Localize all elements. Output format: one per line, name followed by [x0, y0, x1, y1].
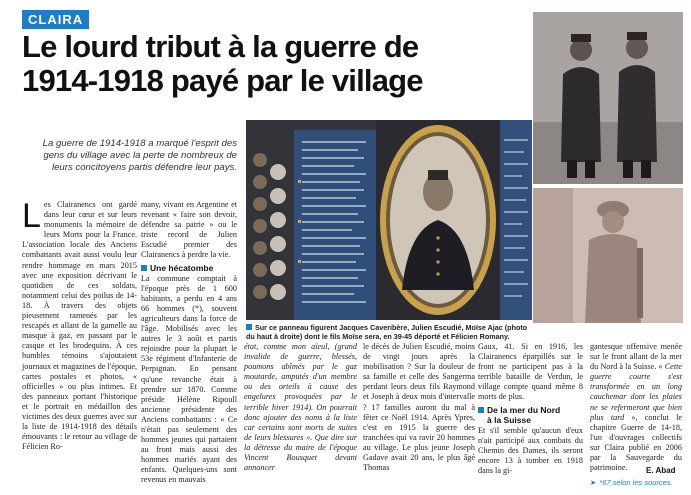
caption-text: Sur ce panneau figurent Jacques Caveribère, Julien Escudié, Moïse Ajac (photo du haut à droite) dont le fils Moïse sera, en 39-45 déporté et Félicien Romany.	[246, 323, 528, 341]
two-soldiers-photo	[533, 12, 683, 184]
column-5	[478, 342, 583, 476]
names-panel-photo	[500, 120, 532, 320]
column-2-paragraph-2: La commune comptait à l'époque près de 1 600 habitants, a perdu en 4 ans 66 hommes (*), souvent agriculteurs dans la force de l'âge. Mobilisés avec les autres le 3 août et partis rejoindre pour la plupart le 53e régiment d'Infanterie de Perpignan. En pensant qu'une revanche était à prendre sur 1870. Comme préside Hélène Ripoull ancienne présidente des Anciens combattants : « Ce n'était pas seulement des hommes jeunes qui partaient au front mais aussi des hommes mariés ayant des enfants. Quelques-uns sont revenus en mauvais	[141, 273, 237, 485]
intro-column	[22, 197, 137, 452]
article-lead: La guerre de 1914-1918 a marqué l'esprit des gens du village avec la perte de nombreux de leurs concitoyens partis défendre leur pays.	[42, 138, 237, 173]
column-6-quote: Cette guerre courte s'est transformée en un long cauchemar dont les plaies ne se refermeront que bien plus tard	[590, 362, 682, 422]
headline-line-1: Le lourd tribut à la guerre de	[22, 29, 419, 64]
memorial-panel-photo	[246, 120, 376, 320]
subhead-hecatombe	[141, 263, 237, 273]
column-5-paragraph-2: Et s'il semble qu'aucun d'eux n'ait participé aux combats du Chemin des Dames, ils seront encore 13 à tomber en 1918 dans la gi-	[478, 425, 583, 475]
intro-text: es Clairanencs ont gardé dans leur cœur et sur leurs monuments la mémoire de leurs Morts pour la France. L'association locale des Anciens combattants avait aussi voulu leur rendre hommage en mars 2015 avec une exposition décrivant le quotidien de ces soldats, notamment celui des poilus de 14-18. À travers des objets pieusement ramenés par les rescapés et allant de la gamelle au masque à gaz, en passant par le casque et les brodequins. À ces humbles témoins s'ajoutaient journaux et magazines de l'époque, cartes postales et photos, « officielles » ou plus intimes. Et des panneaux portant l'historique et le portrait en médaillon des victimes des deux guerres avec sur la liste de 1914-1918 des détails émouvants : le retour au village de Félicien Ro-	[22, 200, 137, 452]
column-2	[141, 200, 237, 486]
column-6	[590, 342, 682, 473]
headline-line-2: 1914-1918 payé par le village	[22, 63, 423, 98]
photo-caption	[246, 323, 530, 341]
subhead-marker	[141, 265, 147, 271]
subhead-line-2: à la Suisse	[487, 414, 531, 425]
column-4: le décès de Julien Escudié, moins de vingt jours après la mobilisation ? Sur la douleur de sa famille et celle des Sangerma perdant leurs deux fils Raymond et Joseph à deux mois d'intervalle ? 17 familles auront du mal à fêter ce Noël 1914. Après Ypres, c'est en 1915 la guerre des tranchées qui va ravir 20 hommes au village. Le plus jeune Joseph Gadave avait 20 ans, le plus âgé Thomas	[363, 342, 475, 473]
subhead-marker	[478, 407, 484, 413]
subhead-mer-du-nord	[478, 405, 583, 425]
author-byline: E. Abad	[646, 466, 676, 475]
subhead-line-1: De la mer du Nord	[487, 404, 561, 415]
column-2-paragraph-1: many, vivant en Argentine et revenant « faire son devoir, défendre sa patrie » ou le triste record de Julien Escudié premier des Clairanencs à perdre la vie.	[141, 200, 237, 260]
column-3: état, comme mon aïeul, (grand invalide de guerre, blessés, poumons abîmés par le gaz moutarde, amputés d'un membre ou des orteils à cause des engelures provoquées par le terrible hiver 1914). On pourrait donc ajouter des noms à la liste car certains sont morts de suites de leurs blessures ». Que dire sur la détresse du maire de l'époque Vincent Bousquet devant annoncer	[244, 342, 357, 473]
caption-marker	[246, 324, 252, 330]
oval-portrait-photo	[376, 120, 500, 320]
column-6-text-1: gantesque offensive menée sur le front allant de la mer du Nord à la Suisse. «	[590, 342, 682, 372]
poilu-soldier-photo	[533, 188, 683, 323]
section-tag: CLAIRA	[22, 10, 89, 29]
sources-note	[590, 478, 673, 487]
drop-cap: L	[22, 197, 41, 235]
column-5-paragraph-1: Gaux, 41. Si en 1916, les Clairanencs éparpillés sur le front ne participent pas à la terrible bataille de Verdun, le village compte quand même 8 morts de plus.	[478, 342, 583, 402]
subhead-hecatombe-text: Une hécatombe	[150, 262, 214, 273]
column-6-text-2: », conclut le chapitre Guerre de 14-18, l'un d'ouvrages collectifs sur Claira publié en 2006 par la Sauvegarde du patrimoine.	[590, 412, 682, 473]
article-headline	[22, 30, 542, 98]
sources-text: *67 selon les sources.	[599, 478, 673, 487]
arrow-icon: ➤	[590, 478, 597, 487]
